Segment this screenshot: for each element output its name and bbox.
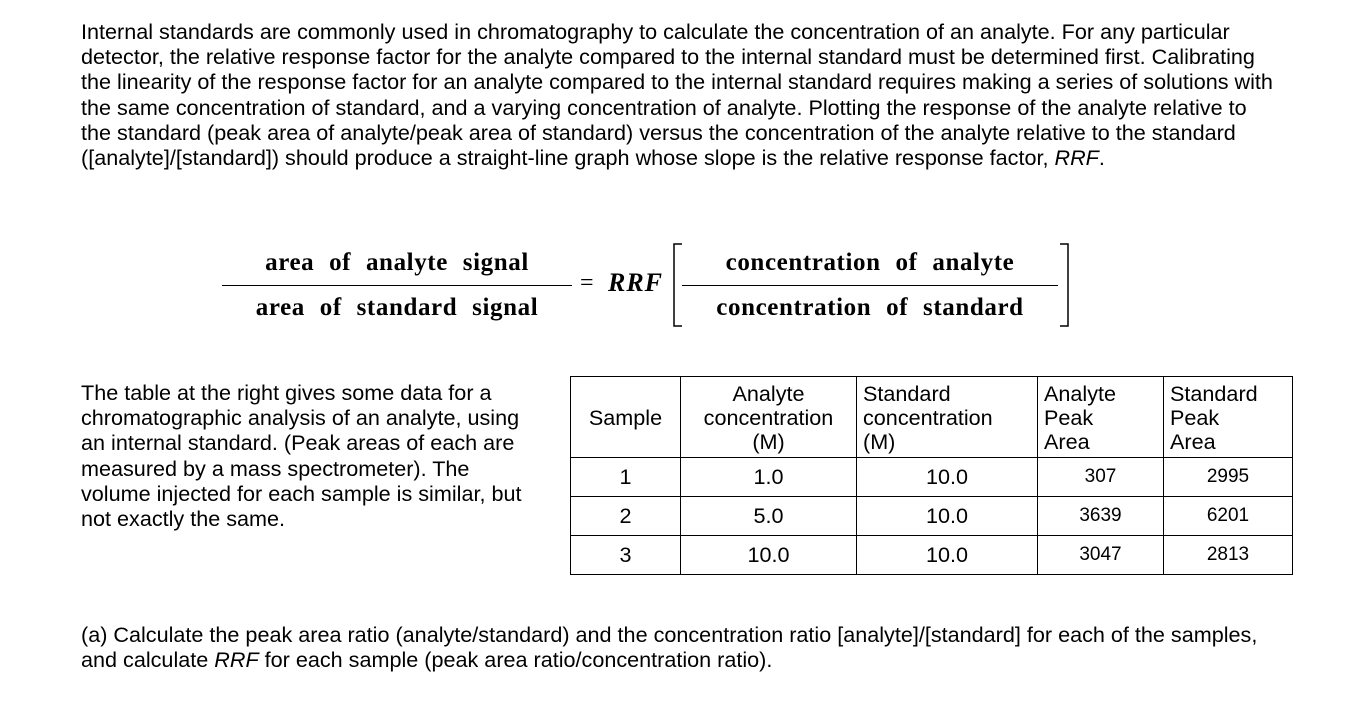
table-row xyxy=(571,536,1293,575)
cell-analyte-conc: 5.0 xyxy=(681,497,857,536)
left-numerator: area of analyte signal xyxy=(265,249,529,276)
cell-sample: 1 xyxy=(571,458,681,497)
cell-standard-conc: 10.0 xyxy=(857,497,1038,536)
intro-rrf: RRF xyxy=(1054,145,1099,171)
cell-standard-area: 6201 xyxy=(1164,497,1293,536)
header-analyte-conc: Analyte concentration (M) xyxy=(681,377,857,458)
cell-analyte-area: 3047 xyxy=(1038,536,1164,575)
header-sample: Sample xyxy=(571,377,681,458)
rrf-factor: RRF xyxy=(608,268,664,297)
table-row xyxy=(571,497,1293,536)
question-a xyxy=(81,622,1281,672)
cell-sample: 2 xyxy=(571,497,681,536)
left-denominator: area of standard signal xyxy=(255,294,539,321)
cell-analyte-conc: 10.0 xyxy=(681,536,857,575)
data-table xyxy=(570,376,1293,575)
cell-standard-conc: 10.0 xyxy=(857,536,1038,575)
question-a-rrf: RRF xyxy=(214,647,259,673)
header-standard-conc: Standard concentration (M) xyxy=(857,377,1038,458)
cell-standard-area: 2813 xyxy=(1164,536,1293,575)
table-row xyxy=(571,458,1293,497)
header-analyte-area: Analyte Peak Area xyxy=(1038,377,1164,458)
cell-analyte-area: 3639 xyxy=(1038,497,1164,536)
intro-text: Internal standards are commonly used in chromatography to calculate the concentration of an analyte. For any particular detector, the relative response factor for the analyte compared to the internal standard must be determined first. Calibrating the linearity of the response factor for an analyte compared to the internal standard requires making a series of solutions with the same concentration of standard, and a varying concentration of analyte. Plotting the response of the analyte relative to the standard (peak area of analyte/peak area of standard) versus the concentration of the analyte relative to the standard ([analyte]/[standard]) should produce a straight-line graph whose slope is the relative response factor, xyxy=(81,19,1273,171)
equals-sign: = xyxy=(580,270,594,296)
table-header-row xyxy=(571,377,1293,458)
right-denominator: concentration of standard xyxy=(716,294,1024,321)
right-fraction-bar xyxy=(682,285,1058,286)
cell-standard-area: 2995 xyxy=(1164,458,1293,497)
header-standard-area: Standard Peak Area xyxy=(1164,377,1293,458)
question-a-text-1: (a) Calculate the peak area ratio (analyte/standard) and the concentration ratio [analyte]/[standard] for each of the samples, and calculate xyxy=(81,622,1258,673)
side-paragraph: The table at the right gives some data for a chromatographic analysis of an analyte, using an internal standard. (Peak areas of each are measured by a mass spectrometer). The volume injected for each sample is similar, but not exactly the same. xyxy=(81,380,522,532)
right-paren-icon xyxy=(1058,242,1070,328)
intro-end: . xyxy=(1098,145,1105,171)
left-fraction-bar xyxy=(222,285,572,286)
right-numerator: concentration of analyte xyxy=(725,249,1015,276)
intro-paragraph xyxy=(81,19,1281,170)
cell-analyte-conc: 1.0 xyxy=(681,458,857,497)
cell-sample: 3 xyxy=(571,536,681,575)
cell-analyte-area: 307 xyxy=(1038,458,1164,497)
cell-standard-conc: 10.0 xyxy=(857,458,1038,497)
question-a-text-2: for each sample (peak area ratio/concentration ratio). xyxy=(258,647,773,673)
